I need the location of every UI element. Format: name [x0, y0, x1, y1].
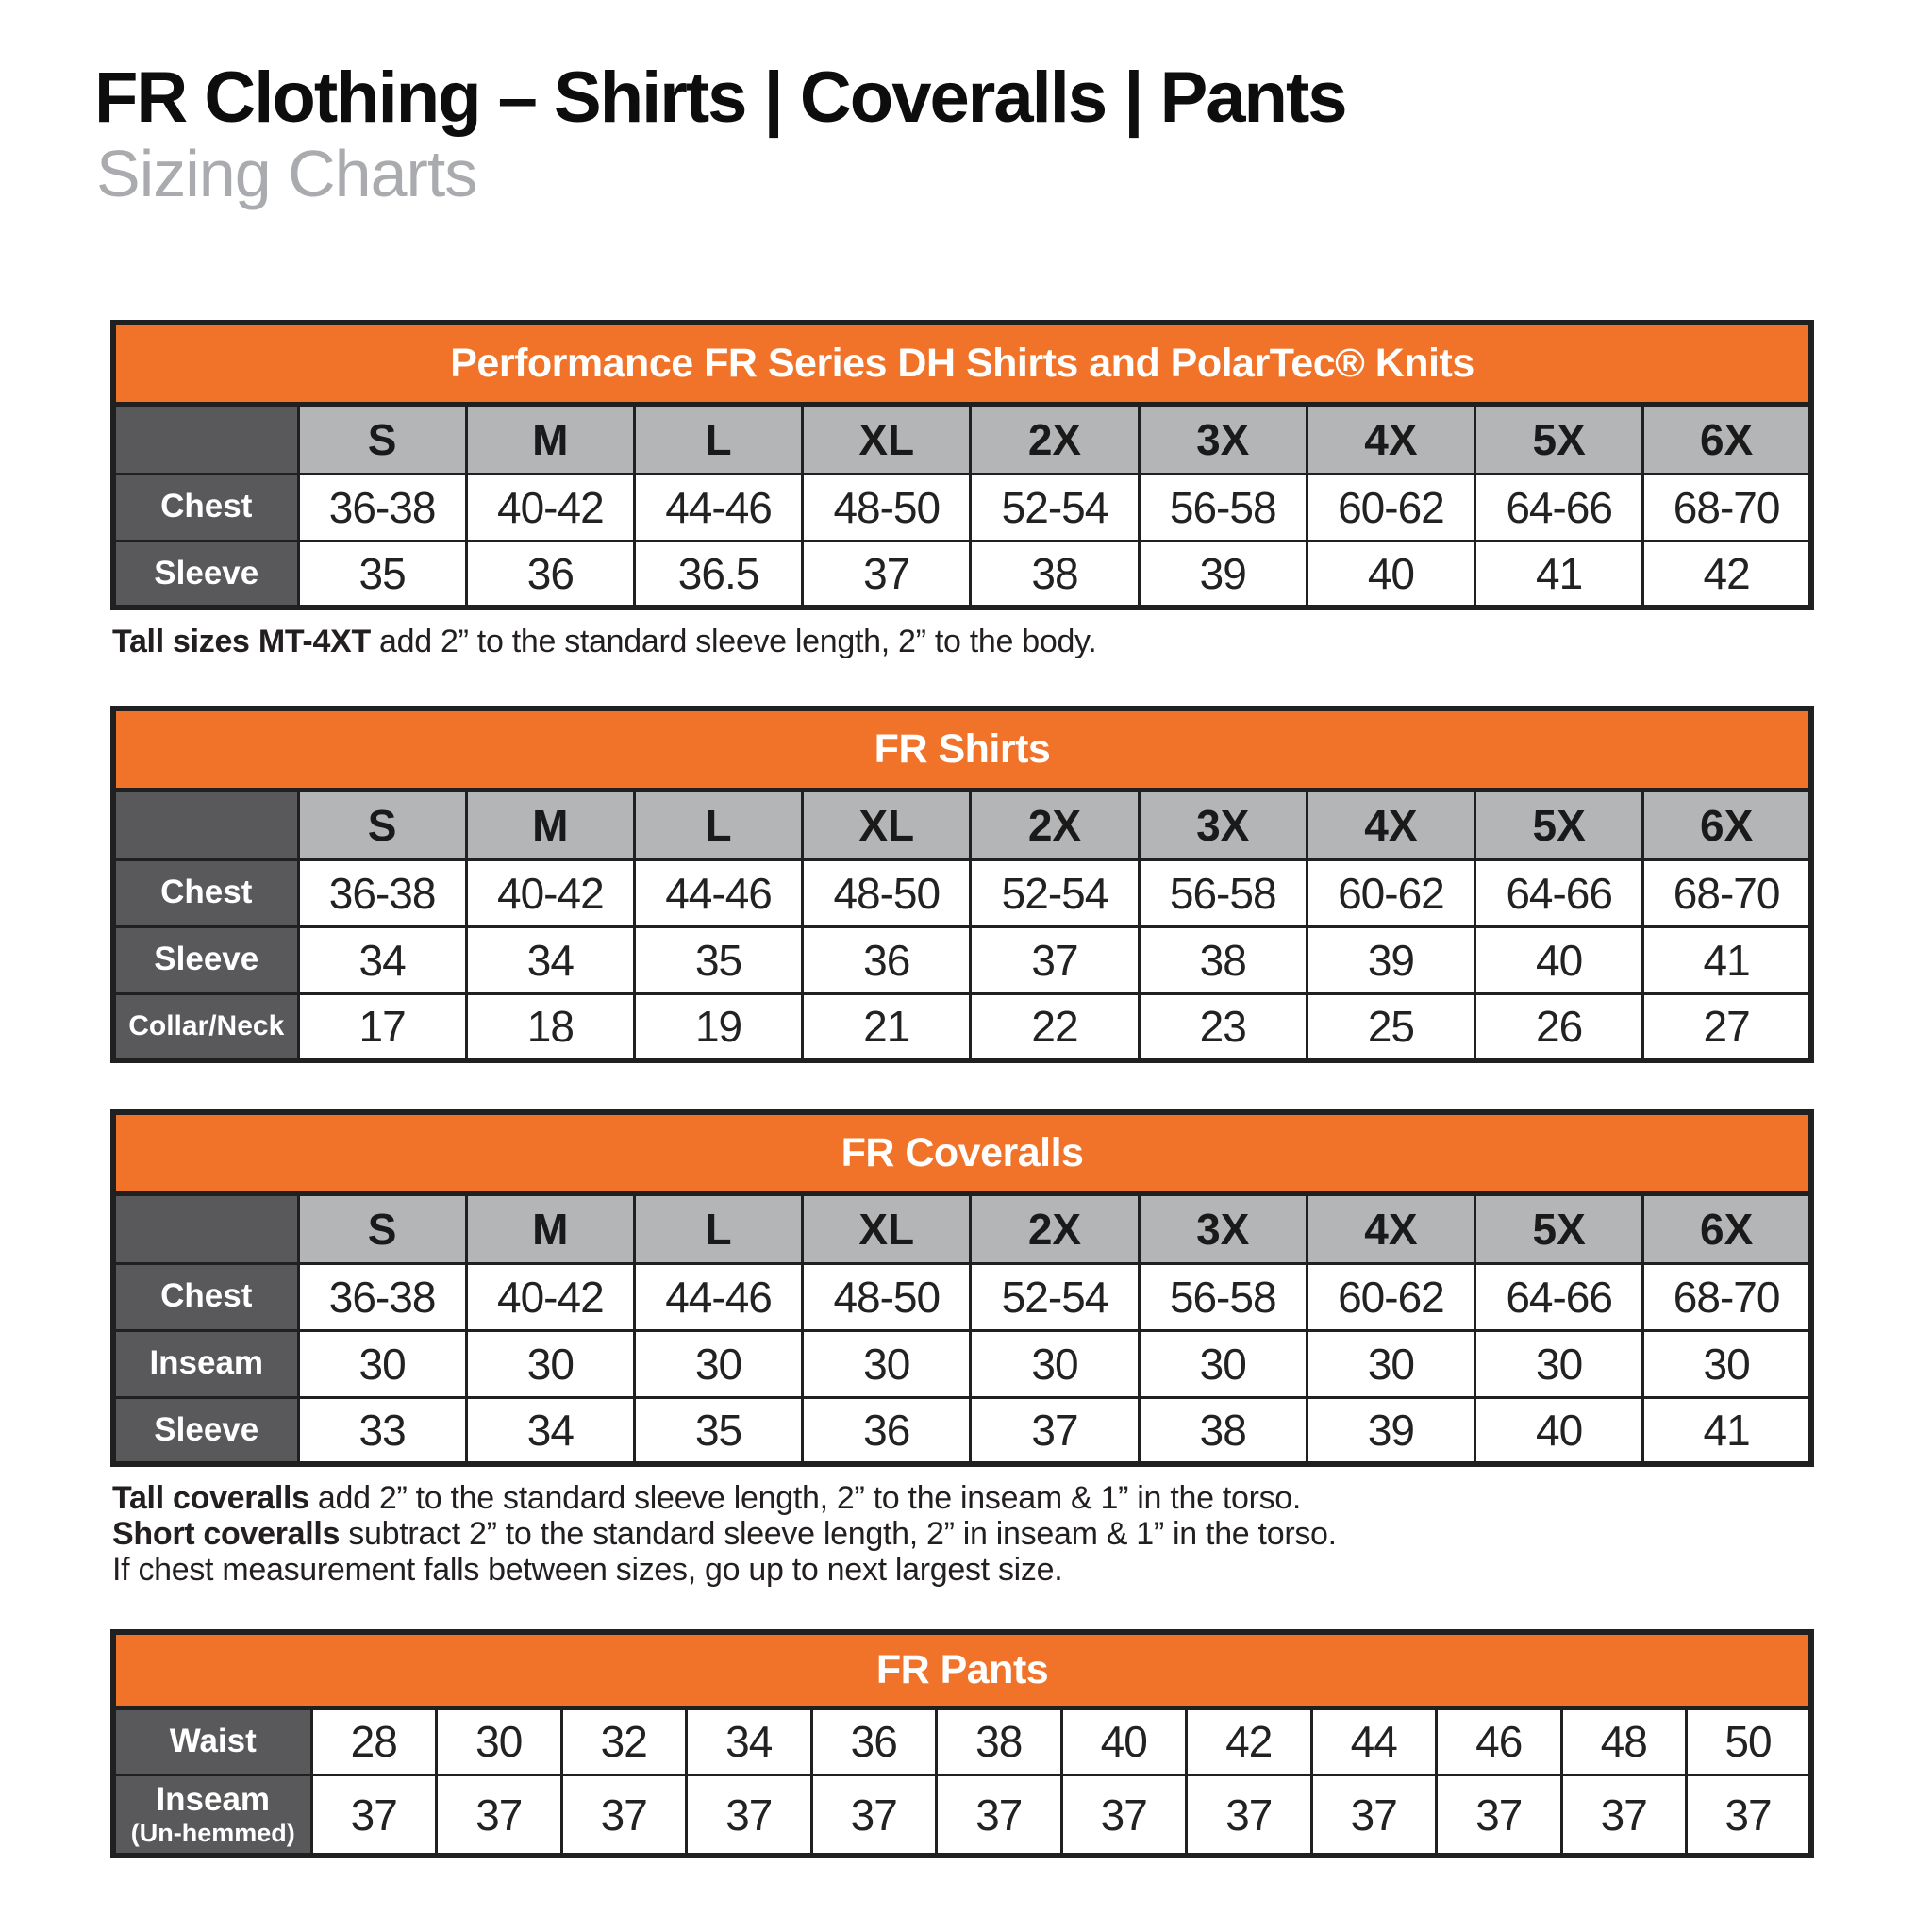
size-value: 40-42: [466, 1263, 634, 1330]
size-value: 38: [1139, 1397, 1307, 1464]
size-header-s: S: [298, 790, 466, 859]
size-header-4x: 4X: [1307, 404, 1474, 474]
size-value: 37: [687, 1774, 812, 1856]
size-value: 38: [1139, 926, 1307, 993]
size-value: 37: [1687, 1774, 1812, 1856]
size-header-xl: XL: [803, 404, 971, 474]
size-value: 52-54: [971, 1263, 1139, 1330]
size-value: 64-66: [1475, 474, 1643, 541]
size-value: 27: [1643, 993, 1811, 1060]
size-value: 18: [466, 993, 634, 1060]
size-value: 26: [1475, 993, 1643, 1060]
size-value: 68-70: [1643, 859, 1811, 926]
size-value: 40-42: [466, 474, 634, 541]
size-header-2x: 2X: [971, 790, 1139, 859]
size-value: 30: [437, 1707, 562, 1774]
size-value: 44-46: [634, 1263, 802, 1330]
table-section-performance-fr: [110, 320, 1814, 659]
size-value: 36-38: [298, 474, 466, 541]
page-title: FR Clothing – Shirts | Coveralls | Pants: [94, 58, 1346, 138]
size-value: 30: [971, 1330, 1139, 1397]
note-bold: Tall coveralls: [112, 1480, 309, 1517]
size-value: 33: [298, 1397, 466, 1464]
size-value: 44: [1311, 1707, 1437, 1774]
note-line: Tall coveralls add 2” to the standard sleeve length, 2” to the inseam & 1” in the torso.: [112, 1480, 1302, 1517]
size-value: 36: [803, 926, 971, 993]
size-value: 48-50: [803, 1263, 971, 1330]
size-value: 48: [1561, 1707, 1687, 1774]
size-value: 37: [803, 541, 971, 608]
size-header-4x: 4X: [1307, 790, 1474, 859]
size-value: 41: [1643, 1397, 1811, 1464]
row-label-chest: Chest: [113, 474, 298, 541]
size-value: 37: [971, 1397, 1139, 1464]
corner-cell: [113, 404, 298, 474]
table-fr-shirts: [110, 706, 1814, 1063]
size-value: 37: [561, 1774, 687, 1856]
size-value: 36: [466, 541, 634, 608]
table-fr-coveralls: [110, 1109, 1814, 1467]
notes-fr-coveralls: [112, 1480, 1814, 1588]
size-value: 56-58: [1139, 474, 1307, 541]
size-header-m: M: [466, 404, 634, 474]
size-value: 37: [311, 1774, 437, 1856]
size-value: 30: [803, 1330, 971, 1397]
note-line: Short coveralls subtract 2” to the standard sleeve length, 2” in inseam & 1” in the torso.: [112, 1516, 1337, 1553]
size-value: 34: [687, 1707, 812, 1774]
size-value: 40: [1475, 1397, 1643, 1464]
size-value: 41: [1643, 926, 1811, 993]
notes-performance-fr: [112, 624, 1814, 659]
page-subtitle: Sizing Charts: [96, 136, 477, 210]
size-value: 28: [311, 1707, 437, 1774]
size-value: 68-70: [1643, 474, 1811, 541]
table-title-performance-fr: Performance FR Series DH Shirts and PolarTec® Knits: [113, 323, 1811, 404]
size-value: 56-58: [1139, 1263, 1307, 1330]
table-section-fr-coveralls: [110, 1109, 1814, 1588]
size-value: 37: [971, 926, 1139, 993]
size-header-6x: 6X: [1643, 404, 1811, 474]
size-value: 37: [811, 1774, 937, 1856]
size-value: 19: [634, 993, 802, 1060]
corner-cell: [113, 790, 298, 859]
row-sublabel-inseam: (Un-hemmed): [130, 1818, 295, 1847]
size-value: 30: [1643, 1330, 1811, 1397]
size-header-l: L: [634, 404, 802, 474]
size-value: 22: [971, 993, 1139, 1060]
size-value: 35: [298, 541, 466, 608]
row-label-sleeve: Sleeve: [113, 926, 298, 993]
size-value: 37: [937, 1774, 1062, 1856]
note-bold: Short coveralls: [112, 1516, 341, 1553]
size-value: 35: [634, 1397, 802, 1464]
size-value: 38: [971, 541, 1139, 608]
size-value: 56-58: [1139, 859, 1307, 926]
size-value: 34: [466, 1397, 634, 1464]
size-value: 30: [634, 1330, 802, 1397]
size-value: 21: [803, 993, 971, 1060]
row-label-chest: Chest: [113, 1263, 298, 1330]
note-bold: Tall sizes MT-4XT: [112, 624, 371, 660]
size-value: 30: [1475, 1330, 1643, 1397]
size-value: 40: [1061, 1707, 1187, 1774]
size-header-6x: 6X: [1643, 1193, 1811, 1263]
size-value: 36-38: [298, 1263, 466, 1330]
size-value: 60-62: [1307, 474, 1474, 541]
tables: [110, 320, 1814, 1858]
note-line: If chest measurement falls between sizes, go up to next largest size.: [112, 1552, 1063, 1589]
size-value: 46: [1437, 1707, 1562, 1774]
table-fr-pants: [110, 1629, 1814, 1858]
size-value: 42: [1187, 1707, 1312, 1774]
size-header-5x: 5X: [1475, 404, 1643, 474]
size-value: 39: [1307, 926, 1474, 993]
size-header-4x: 4X: [1307, 1193, 1474, 1263]
row-label-inseam: Inseam (Un-hemmed): [113, 1774, 311, 1856]
size-header-xl: XL: [803, 790, 971, 859]
size-header-s: S: [298, 404, 466, 474]
table-performance-fr: [110, 320, 1814, 610]
size-value: 68-70: [1643, 1263, 1811, 1330]
size-header-m: M: [466, 1193, 634, 1263]
size-value: 23: [1139, 993, 1307, 1060]
size-value: 60-62: [1307, 859, 1474, 926]
size-value: 36-38: [298, 859, 466, 926]
table-title-fr-coveralls: FR Coveralls: [113, 1112, 1811, 1193]
size-header-3x: 3X: [1139, 404, 1307, 474]
row-label-chest: Chest: [113, 859, 298, 926]
note-line: Tall sizes MT-4XT add 2” to the standard sleeve length, 2” to the body.: [112, 624, 1097, 660]
size-value: 44-46: [634, 474, 802, 541]
size-value: 52-54: [971, 474, 1139, 541]
size-value: 48-50: [803, 474, 971, 541]
size-value: 17: [298, 993, 466, 1060]
table-section-fr-shirts: [110, 706, 1814, 1063]
size-value: 30: [1139, 1330, 1307, 1397]
size-value: 35: [634, 926, 802, 993]
size-value: 39: [1307, 1397, 1474, 1464]
size-value: 39: [1139, 541, 1307, 608]
size-header-3x: 3X: [1139, 1193, 1307, 1263]
size-value: 37: [437, 1774, 562, 1856]
size-value: 25: [1307, 993, 1474, 1060]
size-header-l: L: [634, 790, 802, 859]
size-value: 30: [1307, 1330, 1474, 1397]
size-value: 38: [937, 1707, 1062, 1774]
size-header-5x: 5X: [1475, 790, 1643, 859]
table-section-fr-pants: [110, 1629, 1814, 1858]
size-value: 36: [803, 1397, 971, 1464]
size-value: 36: [811, 1707, 937, 1774]
size-value: 48-50: [803, 859, 971, 926]
size-value: 30: [298, 1330, 466, 1397]
table-title-fr-shirts: FR Shirts: [113, 708, 1811, 790]
size-value: 41: [1475, 541, 1643, 608]
size-value: 42: [1643, 541, 1811, 608]
size-value: 40: [1475, 926, 1643, 993]
row-label-inseam: Inseam: [113, 1330, 298, 1397]
size-value: 34: [466, 926, 634, 993]
size-value: 32: [561, 1707, 687, 1774]
size-value: 44-46: [634, 859, 802, 926]
size-value: 37: [1061, 1774, 1187, 1856]
size-header-2x: 2X: [971, 1193, 1139, 1263]
row-label-sleeve: Sleeve: [113, 1397, 298, 1464]
row-label-collar-neck: Collar/Neck: [113, 993, 298, 1060]
corner-cell: [113, 1193, 298, 1263]
size-header-5x: 5X: [1475, 1193, 1643, 1263]
size-value: 36.5: [634, 541, 802, 608]
size-value: 30: [466, 1330, 634, 1397]
size-value: 40: [1307, 541, 1474, 608]
size-header-s: S: [298, 1193, 466, 1263]
size-value: 37: [1187, 1774, 1312, 1856]
row-label-sleeve: Sleeve: [113, 541, 298, 608]
size-value: 50: [1687, 1707, 1812, 1774]
size-header-2x: 2X: [971, 404, 1139, 474]
size-header-m: M: [466, 790, 634, 859]
size-value: 64-66: [1475, 1263, 1643, 1330]
size-header-xl: XL: [803, 1193, 971, 1263]
size-value: 60-62: [1307, 1263, 1474, 1330]
size-value: 40-42: [466, 859, 634, 926]
table-title-fr-pants: FR Pants: [113, 1632, 1811, 1707]
size-header-l: L: [634, 1193, 802, 1263]
size-value: 37: [1561, 1774, 1687, 1856]
size-value: 37: [1437, 1774, 1562, 1856]
size-value: 37: [1311, 1774, 1437, 1856]
row-label-waist: Waist: [113, 1707, 311, 1774]
size-header-6x: 6X: [1643, 790, 1811, 859]
size-value: 64-66: [1475, 859, 1643, 926]
size-header-3x: 3X: [1139, 790, 1307, 859]
size-value: 34: [298, 926, 466, 993]
size-value: 52-54: [971, 859, 1139, 926]
